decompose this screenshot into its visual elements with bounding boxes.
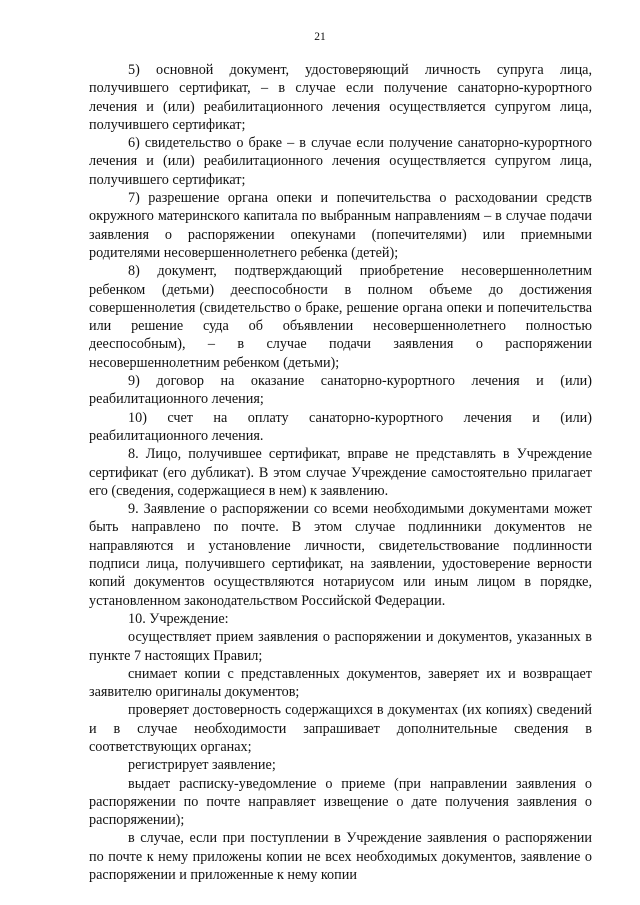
document-body [89,61,592,884]
paragraph-duty-accepts: осуществляет прием заявления о распоряжении и документов, указанных в пункте 7 настоящих Правил; [89,629,592,664]
paragraph-item-9: 9) договор на оказание санаторно-курортного лечения и (или) реабилитационного лечения; [89,373,592,408]
paragraph-duty-receipt: выдает расписку-уведомление о приеме (при направлении заявления о распоряжении по почте направляет извещение о дате получения заявления о распоряжении); [89,775,592,829]
paragraph-duty-mail-case: в случае, если при поступлении в Учреждение заявления о распоряжении по почте к нему приложены копии не всех необходимых документов, заявление о распоряжении и приложенные к нему копии [89,830,592,884]
paragraph-clause-8: 8. Лицо, получившее сертификат, вправе не представлять в Учреждение сертификат (его дубликат). В этом случае Учреждение самостоятельно прилагает его (сведения, содержащиеся в нем) к заявлению. [89,446,592,499]
paragraph-duty-verifies: проверяет достоверность содержащихся в документах (их копиях) сведений и в случае необходимости запрашивает дополнительные сведения в соответствующих органах; [89,702,592,755]
paragraph-duty-copies: снимает копии с представленных документов, заверяет их и возвращает заявителю оригиналы документов; [89,665,592,701]
paragraph-clause-10: 10. Учреждение: [128,610,229,627]
paragraph-duty-registers: регистрирует заявление; [128,757,276,774]
paragraph-item-5: 5) основной документ, удостоверяющий личность супруга лица, получившего сертификат, – в случае если получение санаторно-курортного лечения и (или) реабилитационного лечения осуществляется супругом лица, получившего сертификат; [89,62,592,133]
paragraph-item-10: 10) счет на оплату санаторно-курортного лечения и (или) реабилитационного лечения. [89,409,592,444]
page-number: 21 [314,31,326,43]
paragraph-item-6: 6) свидетельство о браке – в случае если получение санаторно-курортного лечения и (или) реабилитационного лечения осуществляется супругом лица, получившего сертификат; [89,135,592,188]
paragraph-item-8: 8) документ, подтверждающий приобретение несовершеннолетним ребенком (детьми) дееспособности в полном объеме до достижения совершеннолетия (свидетельство о браке, решение органа опеки и попечительства или решение суда об объявлении несовершеннолетнего полностью дееспособным), – в случае подачи заявления о распоряжении несовершеннолетним ребенком (детьми); [89,263,592,371]
paragraph-item-7: 7) разрешение органа опеки и попечительства о расходовании средств окружного материнского капитала по выбранным направлениям – в случае подачи заявления о распоряжении опекунами (попечителями) или приемными родителями несовершеннолетнего ребенка (детей); [89,190,592,261]
paragraph-clause-9: 9. Заявление о распоряжении со всеми необходимыми документами может быть направлено по почте. В этом случае подлинники документов не направляются и установление личности, свидетельствование подлинности подписи лица, получившего сертификат, на заявлении, удостоверение верности копий документов осуществляются нотариусом или иным лицом в порядке, установленном законодательством Российской Федерации. [89,501,592,609]
